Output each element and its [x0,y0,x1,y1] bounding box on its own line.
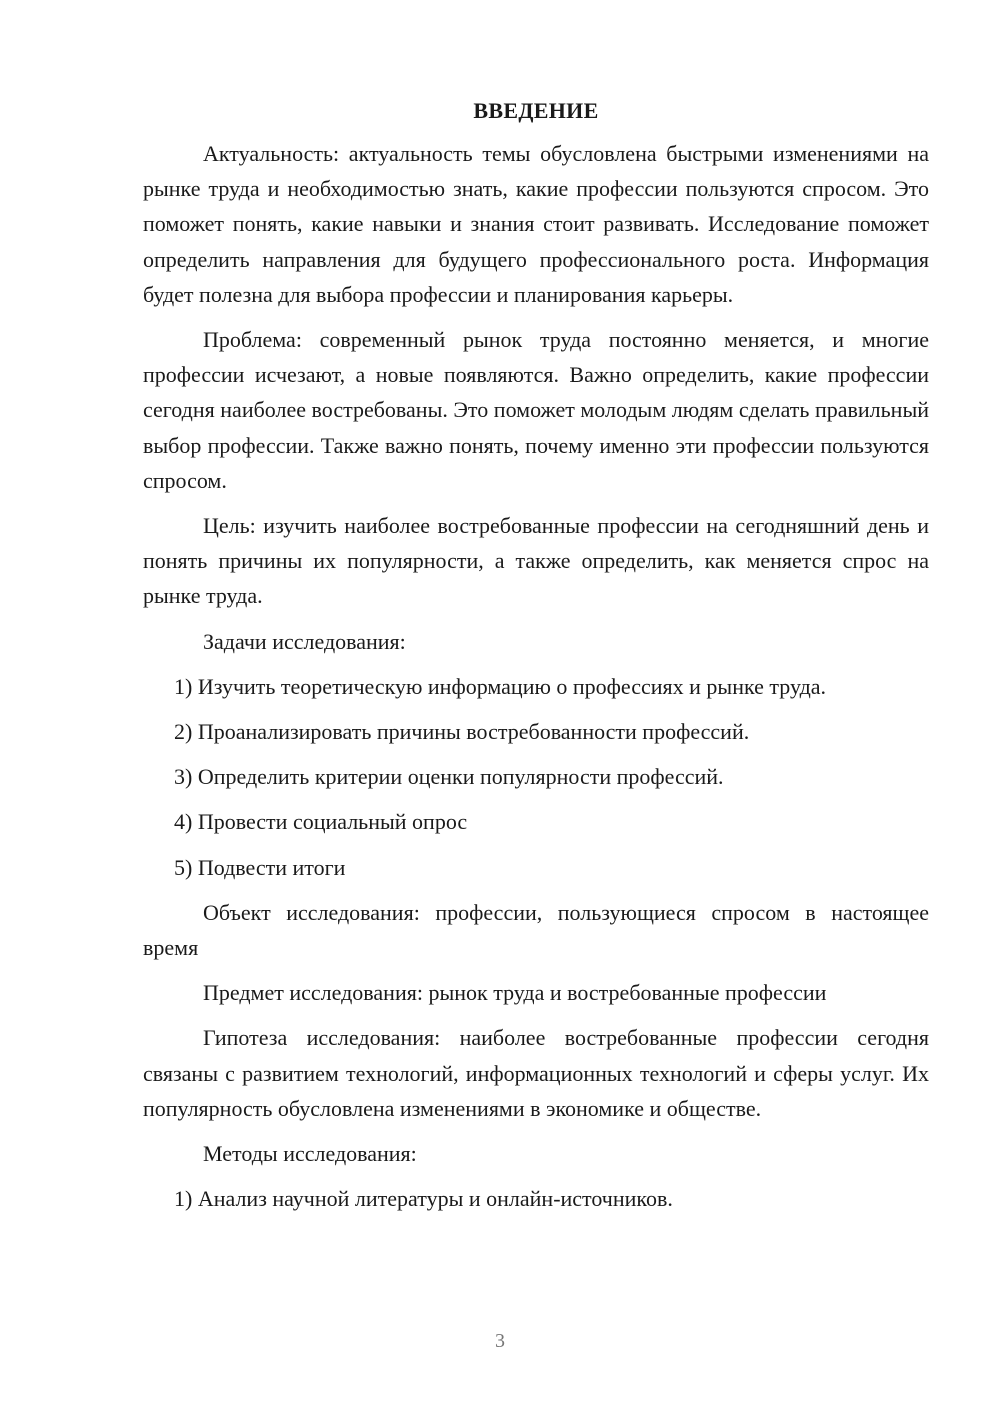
list-item: 4) Провести социальный опрос [174,809,468,835]
list-item: 1) Изучить теоретическую информацию о профессиях и рынке труда. [174,673,827,699]
tasks-list [143,669,929,885]
relevance-paragraph: Актуальность: актуальность темы обусловлена быстрыми изменениями на рынке труда и необходимостью знать, какие профессии пользуются спросом. Это поможет понять, какие навыки и знания стоит развивать. Исследование поможет определить направления для будущего профессионального роста. Информация будет полезна для выбора профессии и планирования карьеры. [143,141,929,307]
tasks-heading: Задачи исследования: [203,628,406,654]
methods-list [143,1181,929,1216]
problem-paragraph: Проблема: современный рынок труда постоянно меняется, и многие профессии исчезают, а новые появляются. Важно определить, какие профессии сегодня наиболее востребованы. Это поможет молодым людям сделать правильный выбор профессии. Также важно понять, почему именно эти профессии пользуются спросом. [143,327,929,493]
subject-paragraph: Предмет исследования: рынок труда и востребованные профессии [203,980,827,1006]
document-page [143,93,929,1216]
list-item: 2) Проанализировать причины востребованности профессий. [174,719,750,745]
goal-paragraph: Цель: изучить наиболее востребованные профессии на сегодняшний день и понять причины их популярности, а также определить, как меняется спрос на рынке труда. [143,513,929,609]
list-item: 5) Подвести итоги [174,854,346,880]
list-item: 1) Анализ научной литературы и онлайн-источников. [174,1186,673,1212]
hypothesis-paragraph: Гипотеза исследования: наиболее востребованные профессии сегодня связаны с развитием технологий, информационных технологий и сферы услуг. Их популярность обусловлена изменениями в экономике и обществе. [143,1025,929,1121]
page-number: 3 [495,1330,505,1352]
list-item: 3) Определить критерии оценки популярности профессий. [174,764,724,790]
object-paragraph: Объект исследования: профессии, пользующиеся спросом в настоящее время [143,899,929,961]
methods-heading: Методы исследования: [203,1141,417,1167]
page-title: ВВЕДЕНИЕ [473,98,599,123]
